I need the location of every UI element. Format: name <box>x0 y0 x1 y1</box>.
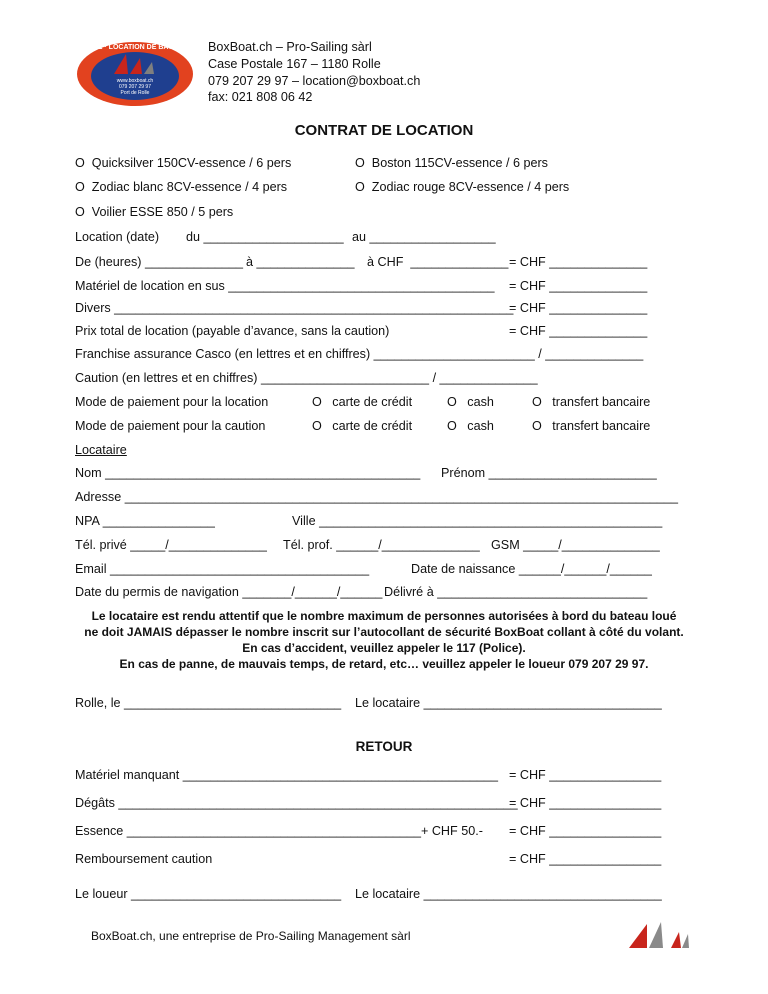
date-to-field[interactable]: au __________________ <box>352 230 496 244</box>
logo-line-2: 079 207 29 97 <box>119 84 151 90</box>
tenant-name-field[interactable]: Nom _____________________________________________ <box>75 466 421 480</box>
page-title: CONTRAT DE LOCATION <box>294 122 474 139</box>
payment-location-transfer[interactable]: O transfert bancaire <box>532 395 651 409</box>
hours-from-field[interactable]: De (heures) ______________ <box>75 255 244 269</box>
deposit-field[interactable]: Caution (en lettres et en chiffres) ________________________ / ______________ <box>75 371 538 385</box>
boat-option-zodiac-rouge[interactable]: O Zodiac rouge 8CV-essence / 4 pers <box>355 180 570 194</box>
signature-rolle-field[interactable]: Rolle, le _______________________________ <box>75 696 342 710</box>
fuel-field[interactable]: Essence __________________________________________+ CHF 50.- <box>75 824 483 838</box>
footer-sail-red-small <box>671 932 681 948</box>
payment-location-credit[interactable]: O carte de crédit <box>312 395 413 409</box>
footer-sailboats-icon <box>623 918 703 952</box>
footer-sail-grey-small <box>682 934 689 948</box>
logo-ring-text: ECOLE · LOCATION DE BATEAUX <box>78 44 192 51</box>
payment-caution-transfer[interactable]: O transfert bancaire <box>532 419 651 433</box>
rental-total-field[interactable]: = CHF ______________ <box>509 255 648 269</box>
total-price-label: Prix total de location (payable d’avance, sans la caution) <box>75 324 390 338</box>
notice-line-2: ne doit JAMAIS dépasser le nombre inscrit sur l’autocollant de sécurité BoxBoat collant à côté du volant. <box>84 625 684 639</box>
footer-sail-grey <box>649 922 663 948</box>
fuel-chf[interactable]: = CHF ________________ <box>509 824 662 838</box>
logo-line-1: www.boxboat.ch <box>116 78 154 84</box>
damages-field[interactable]: Dégâts _________________________________________________________ <box>75 796 518 810</box>
boxboat-logo <box>74 40 196 108</box>
date-from-field[interactable]: du ____________________ <box>186 230 344 244</box>
divers-field[interactable]: Divers _________________________________________________________ <box>75 301 514 315</box>
tenant-address-field[interactable]: Adresse _______________________________________________________________________________ <box>75 490 679 504</box>
header-line-4: fax: 021 808 06 42 <box>208 90 313 104</box>
tenant-phone-work-field[interactable]: Tél. prof. ______/______________ <box>283 538 480 552</box>
footer-text: BoxBoat.ch, une entreprise de Pro-Sailing Management sàrl <box>91 929 411 943</box>
tenant-phone-private-field[interactable]: Tél. privé _____/______________ <box>75 538 267 552</box>
tenant-email-field[interactable]: Email _____________________________________ <box>75 562 370 576</box>
extra-equipment-field[interactable]: Matériel de location en sus ______________________________________ <box>75 279 495 293</box>
payment-caution-credit[interactable]: O carte de crédit <box>312 419 413 433</box>
damages-chf[interactable]: = CHF ________________ <box>509 796 662 810</box>
logo-line-3: Port de Rolle <box>120 90 150 96</box>
tenant-mobile-field[interactable]: GSM _____/______________ <box>491 538 660 552</box>
payment-caution-label: Mode de paiement pour la caution <box>75 419 266 433</box>
notice-line-3: En cas d’accident, veuillez appeler le 117 (Police). <box>242 641 526 655</box>
signature-tenant-return-field[interactable]: Le locataire __________________________________ <box>355 887 662 901</box>
tenant-birthdate-field[interactable]: Date de naissance ______/______/______ <box>411 562 652 576</box>
tenant-city-field[interactable]: Ville _________________________________________________ <box>292 514 663 528</box>
tenant-heading: Locataire <box>75 443 127 457</box>
missing-equipment-chf[interactable]: = CHF ________________ <box>509 768 662 782</box>
total-price-chf[interactable]: = CHF ______________ <box>509 324 648 338</box>
header-line-2: Case Postale 167 – 1180 Rolle <box>208 57 381 71</box>
divers-chf[interactable]: = CHF ______________ <box>509 301 648 315</box>
header-line-1: BoxBoat.ch – Pro-Sailing sàrl <box>208 40 372 54</box>
boat-option-zodiac-blanc[interactable]: O Zodiac blanc 8CV-essence / 4 pers <box>75 180 288 194</box>
boat-option-quicksilver[interactable]: O Quicksilver 150CV-essence / 6 pers <box>75 156 292 170</box>
location-date-label: Location (date) <box>75 230 160 244</box>
tenant-firstname-field[interactable]: Prénom ________________________ <box>441 466 657 480</box>
return-title: RETOUR <box>355 739 413 754</box>
payment-location-label: Mode de paiement pour la location <box>75 395 269 409</box>
deposit-refund-label: Remboursement caution <box>75 852 213 866</box>
notice-line-1: Le locataire est rendu attentif que le nombre maximum de personnes autorisées à bord du bateau loué <box>91 609 677 623</box>
boat-option-boston[interactable]: O Boston 115CV-essence / 6 pers <box>355 156 548 170</box>
casco-franchise-field[interactable]: Franchise assurance Casco (en lettres et en chiffres) _______________________ / ______________ <box>75 347 644 361</box>
deposit-refund-chf[interactable]: = CHF ________________ <box>509 852 662 866</box>
extra-equipment-chf[interactable]: = CHF ______________ <box>509 279 648 293</box>
boat-option-voilier[interactable]: O Voilier ESSE 850 / 5 pers <box>75 205 234 219</box>
payment-caution-cash[interactable]: O cash <box>447 419 494 433</box>
tenant-npa-field[interactable]: NPA ________________ <box>75 514 215 528</box>
header-line-3: 079 207 29 97 – location@boxboat.ch <box>208 74 421 88</box>
rate-chf-field[interactable]: à CHF ______________ <box>367 255 509 269</box>
tenant-license-date-field[interactable]: Date du permis de navigation _______/______/______ <box>75 585 383 599</box>
payment-location-cash[interactable]: O cash <box>447 395 494 409</box>
notice-line-4: En cas de panne, de mauvais temps, de retard, etc… veuillez appeler le loueur 079 207 29 97. <box>119 657 649 671</box>
missing-equipment-field[interactable]: Matériel manquant _____________________________________________ <box>75 768 498 782</box>
signature-tenant-field[interactable]: Le locataire __________________________________ <box>355 696 662 710</box>
footer-sail-red <box>629 924 647 948</box>
hours-to-field[interactable]: à ______________ <box>246 255 355 269</box>
tenant-license-issuer-field[interactable]: Délivré à ______________________________ <box>384 585 648 599</box>
signature-lessor-field[interactable]: Le loueur ______________________________ <box>75 887 342 901</box>
